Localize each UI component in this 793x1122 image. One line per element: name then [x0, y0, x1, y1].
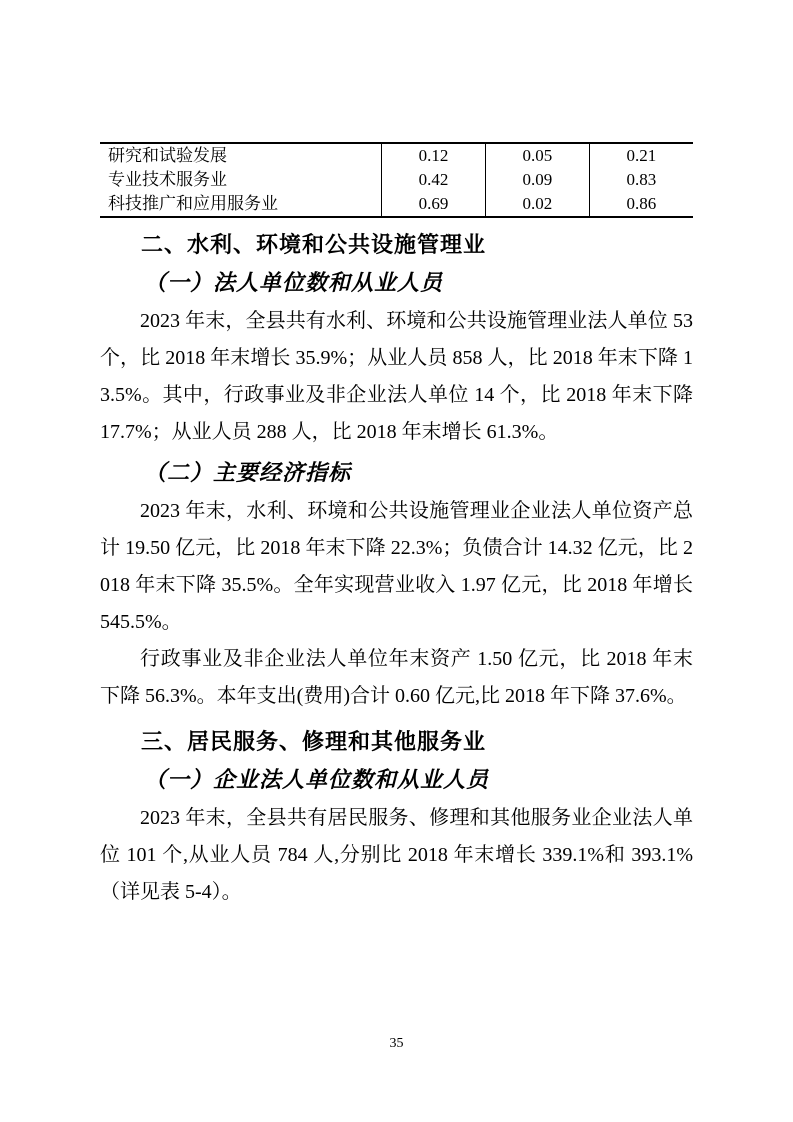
value-cell: 0.42	[382, 168, 486, 192]
section-heading-water: 二、水利、环境和公共设施管理业	[141, 232, 487, 257]
subsection-heading-economic-indicators: （二）主要经济指标	[144, 460, 352, 485]
value-cell: 0.83	[626, 170, 657, 189]
value-cell: 0.69	[382, 192, 486, 217]
value-cell: 0.86	[626, 194, 657, 213]
row-label-cell: 科技推广和应用服务业	[100, 192, 382, 217]
subsection-heading-legal-units: （一）法人单位数和从业人员	[144, 270, 444, 295]
paragraph-water-units: 2023 年末，全县共有水利、环境和公共设施管理业法人单位 53 个，比 2018 年末增长 35.9%；从业人员 858 人，比 2018 年末下降 13.5%。其中，行政事业及非企业法人单位 14 个，比 2018 年末下降 17.7%；从业人员 288 人，比 2018 年末增长 61.3%。	[100, 310, 693, 443]
paragraph-water-economics-2: 行政事业及非企业法人单位年末资产 1.50 亿元，比 2018 年末下降 56.3%。本年支出(费用)合计 0.60 亿元,比 2018 年下降 37.6%。	[100, 648, 693, 707]
value-cell: 0.21	[626, 146, 657, 165]
row-label-cell: 专业技术服务业	[100, 168, 382, 192]
table-row	[100, 143, 693, 168]
table-row	[100, 192, 693, 217]
paragraph-water-economics-1: 2023 年末，水利、环境和公共设施管理业企业法人单位资产总计 19.50 亿元，比 2018 年末下降 22.3%；负债合计 14.32 亿元，比 2018 年末下降 35.5%。全年实现营业收入 1.97 亿元，比 2018 年增长 545.5%。	[100, 500, 693, 633]
subsection-heading-enterprise-units: （一）企业法人单位数和从业人员	[144, 767, 490, 792]
section-heading-resident: 三、居民服务、修理和其他服务业	[141, 729, 487, 754]
table-row	[100, 168, 693, 192]
page-content	[100, 142, 693, 911]
value-cell: 0.09	[485, 168, 589, 192]
value-cell: 0.02	[485, 192, 589, 217]
value-cell: 0.12	[382, 143, 486, 168]
page-number: 35	[389, 1036, 404, 1051]
paragraph-resident-units: 2023 年末，全县共有居民服务、修理和其他服务业企业法人单位 101 个,从业人员 784 人,分别比 2018 年末增长 339.1%和 393.1%（详见表 5-4）。	[100, 807, 693, 903]
stats-table	[100, 142, 693, 218]
row-label-cell: 研究和试验发展	[100, 143, 382, 168]
value-cell: 0.05	[485, 143, 589, 168]
